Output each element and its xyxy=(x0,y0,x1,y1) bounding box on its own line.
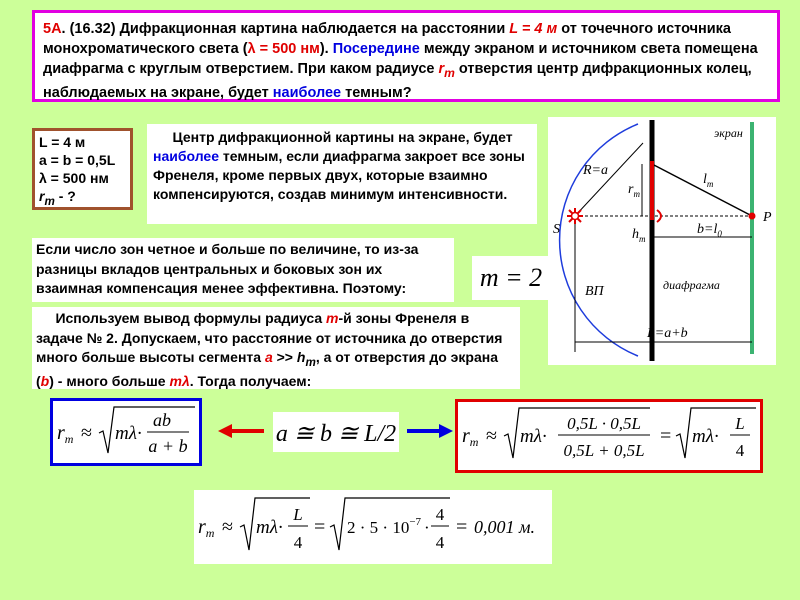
explanation-3-part-4: , а от отверстия до экрана ( xyxy=(36,349,498,390)
r-label-sub: m xyxy=(633,189,640,199)
b-label-sub: 0 xyxy=(717,229,722,239)
problem-most: наиболее xyxy=(272,84,342,101)
r-label xyxy=(628,182,640,199)
given-rm-r: r xyxy=(39,188,45,204)
path-line xyxy=(652,164,752,216)
formula-general-svg xyxy=(53,401,199,463)
arrow-right-icon xyxy=(405,423,453,439)
S-label: S xyxy=(553,222,560,237)
explanation-3-part-6: . Тогда получаем: xyxy=(189,373,312,390)
explanation-3-b: b xyxy=(40,373,50,390)
r-label-main: r xyxy=(628,182,634,197)
m-equation: m = 2 xyxy=(472,256,550,300)
problem-text-1: . (16.32) Дифракционная картина наблюдается на расстоянии xyxy=(61,21,510,37)
problem-lambda: λ = 500 нм xyxy=(247,41,320,57)
formula-result-svg xyxy=(194,490,552,564)
given-L: L = 4 м xyxy=(39,134,86,150)
diffraction-diagram xyxy=(548,117,776,365)
f3-r xyxy=(462,425,479,449)
f3-ml2: mλ· xyxy=(692,426,719,447)
f1-r xyxy=(57,422,74,446)
explanation-3-hm: h xyxy=(296,349,306,365)
explanation-3 xyxy=(32,307,520,389)
explanation-3-a: a xyxy=(264,349,273,365)
vp-label: ВП xyxy=(585,284,604,299)
b-label-main: b=l xyxy=(697,222,718,237)
explanation-1-highlight: наиболее xyxy=(153,148,219,164)
problem-L: L = 4 м xyxy=(509,21,558,37)
f4-eq2: = xyxy=(456,516,468,538)
f4-r xyxy=(198,516,215,540)
given-ab: a = b = 0,5L xyxy=(39,152,116,168)
wavefront-arc xyxy=(560,124,638,356)
f4-eq: = xyxy=(314,516,326,538)
explanation-3-part-3: >> xyxy=(272,349,297,365)
diaphragm-label: диафрагма xyxy=(663,278,720,292)
f4-den2: 4 xyxy=(435,533,445,552)
P-label: P xyxy=(763,210,772,225)
given-rm xyxy=(39,187,126,211)
source-point xyxy=(572,213,579,220)
explanation-1-part-2: темным, если диафрагма закроет все зоны Френеля, кроме первых двух, которые взаимно компенсируются, создав минимум интенсивности. xyxy=(153,148,525,202)
f3-approx: ≈ xyxy=(486,425,497,447)
f4-num2: 4 xyxy=(435,505,445,524)
explanation-3-ml: mλ xyxy=(169,373,190,390)
arrow-left-icon xyxy=(218,423,266,439)
problem-rm-r: r xyxy=(438,61,445,77)
l-label xyxy=(703,172,714,189)
f3-num: 0,5L · 0,5L xyxy=(567,414,641,433)
f1-den: a + b xyxy=(148,436,188,456)
f4-r-sub: m xyxy=(205,526,215,540)
problem-number: 5А xyxy=(43,21,62,37)
formula-general xyxy=(50,398,202,466)
L-label: L=a+b xyxy=(647,326,688,341)
f2-text: a ≅ b ≅ L/2 xyxy=(275,421,397,447)
f4-den: 4 xyxy=(293,533,303,552)
f3-den2: 4 xyxy=(735,441,745,460)
f4-expr-exp: −7 xyxy=(409,516,422,528)
explanation-3-part-2: -й зоны Френеля в задаче № 2. Допускаем, что расстояние от источника до отверстия много больше высоты сегмента xyxy=(36,310,503,365)
formula-approx-ab xyxy=(273,412,399,452)
explanation-3-m: m xyxy=(326,310,339,326)
problem-rm-sub: m xyxy=(444,65,455,80)
formula-substituted xyxy=(455,399,763,473)
h-label-sub: m xyxy=(639,234,646,244)
f1-num: ab xyxy=(153,410,171,430)
problem-text-6: темным? xyxy=(341,84,412,101)
f4-r-main: r xyxy=(198,516,206,538)
problem-rm xyxy=(438,61,455,80)
diagram-svg xyxy=(548,117,776,365)
f4-expr-dot: · xyxy=(424,518,430,537)
h-label-main: h xyxy=(632,227,639,242)
l-label-main: l xyxy=(703,172,707,187)
f4-expr xyxy=(347,516,430,537)
explanation-3-part-5: ) - много больше xyxy=(49,373,170,390)
f4-result: 0,001 м. xyxy=(474,517,535,537)
problem-text-4: между экраном и источником света помещена диафрагма с круглым отверстием. При каком радиусе xyxy=(43,41,758,77)
l-label-sub: m xyxy=(706,179,714,189)
problem-text-3: ). xyxy=(319,41,333,57)
explanation-3-hm-sub: m xyxy=(305,355,316,369)
problem-text-5: отверстия центр дифракционных колец, наблюдаемых на экране, будет xyxy=(43,61,752,101)
f1-r-sub: m xyxy=(64,432,74,446)
observation-point xyxy=(749,213,756,220)
given-rm-rest: - ? xyxy=(54,188,76,204)
b-label xyxy=(697,222,722,239)
formula-result xyxy=(194,490,552,564)
R-label: R=a xyxy=(583,163,608,178)
h-label xyxy=(632,227,646,244)
f4-num: L xyxy=(293,505,303,524)
problem-text-2: от точечного источника монохроматического света ( xyxy=(43,21,731,57)
problem-middle: Посередине xyxy=(332,41,420,57)
given-rm-sub: m xyxy=(44,194,55,208)
f3-ml: mλ· xyxy=(520,426,547,447)
f3-eq: = xyxy=(660,425,672,447)
explanation-2: Если число зон четное и больше по величине, то из-за разницы вкладов центральных и боковых зон их взаимная компенсация менее эффективна. Поэтому: xyxy=(32,238,454,302)
f1-approx: ≈ xyxy=(81,422,92,444)
f4-ml: mλ· xyxy=(256,517,283,538)
explanation-1 xyxy=(147,124,537,224)
f3-r-main: r xyxy=(462,425,470,447)
problem-statement xyxy=(32,10,780,102)
f1-r-main: r xyxy=(57,422,65,444)
given-lambda: λ = 500 нм xyxy=(39,170,109,186)
f3-num2: L xyxy=(735,414,745,433)
f4-approx: ≈ xyxy=(222,516,233,538)
screen-label: экран xyxy=(714,126,743,140)
f3-den: 0,5L + 0,5L xyxy=(563,441,645,460)
formula-substituted-svg xyxy=(458,402,760,470)
explanation-3-part-1: Используем вывод формулы радиуса xyxy=(55,310,327,326)
f1-ml: mλ· xyxy=(115,423,142,444)
f3-r-sub: m xyxy=(469,435,479,449)
radius-line xyxy=(575,143,643,216)
given-box xyxy=(32,128,133,210)
formula-approx-svg xyxy=(273,412,399,452)
f4-expr-main: 2 · 5 · 10 xyxy=(347,518,410,537)
explanation-1-part-1: Центр дифракционной картины на экране, будет xyxy=(172,129,513,145)
